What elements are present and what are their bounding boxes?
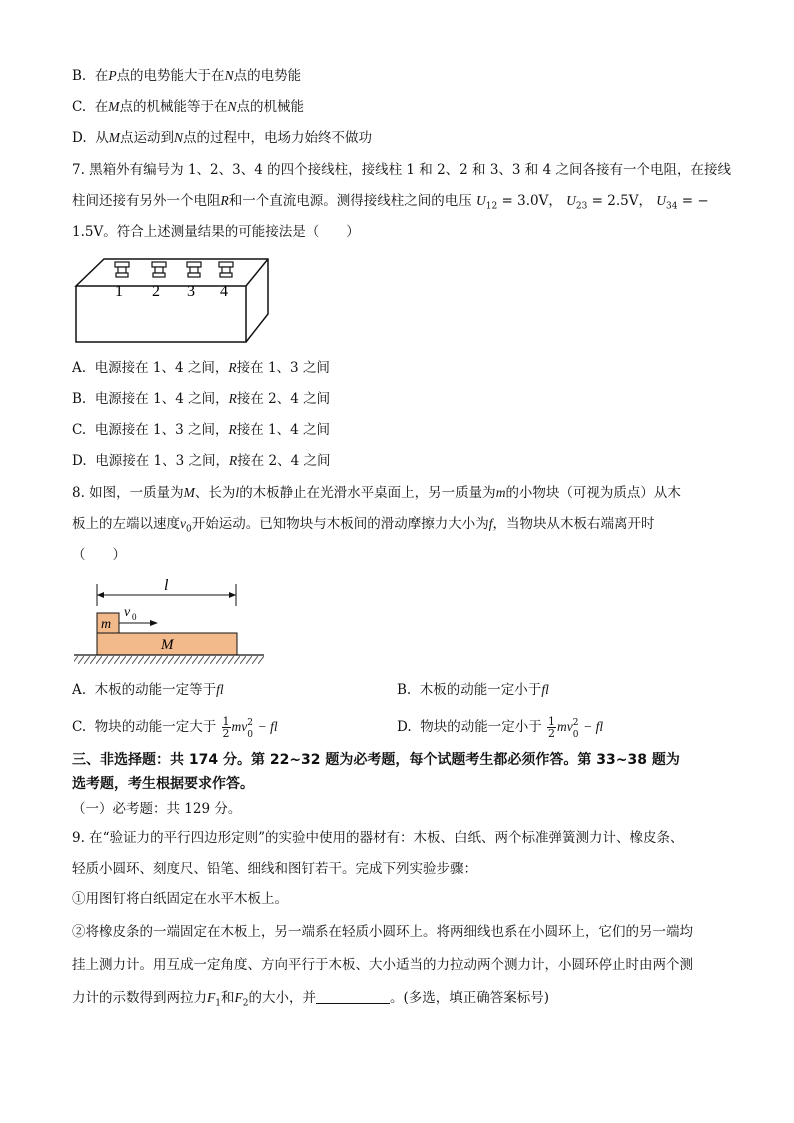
q9-step2-line2: 挂上测力计。用互成一定角度、方向平行于木板、大小适当的力拉动两个测力计，小圆环停止时由两个测	[72, 957, 693, 973]
table-surface-hatch	[74, 656, 264, 664]
q7-option-b: B. 电源接在 1、4 之间，R接在 2、4 之间	[72, 391, 331, 407]
q9-stem-line1: 9. 在“验证力的平行四边形定则”的实验中使用的器材有：木板、白纸、两个标准弹簧测力计、橡皮条、	[72, 830, 684, 846]
q6-option-c: C. 在M点的机械能等于在N点的机械能	[72, 99, 304, 115]
q8-option-d: D. 物块的动能一定小于 $\frac{1}{2}$ mv 2 0 − fl	[397, 715, 604, 740]
q7-stem-line1: 7. 黑箱外有编号为 1、2、3、4 的四个接线柱，接线柱 1 和 2、2 和 3、3 和 4 之间各接有一个电阻，在接线	[72, 162, 731, 178]
answer-blank[interactable]	[316, 989, 390, 1004]
q6-option-b: B. 在P点的电势能大于在N点的电势能	[72, 68, 302, 84]
board-block-figure	[72, 576, 272, 666]
section3-heading-line2: 选考题，考生根据要求作答。	[72, 776, 254, 792]
q9-step2-line3: 力计的示数得到两拉力$F_1$和$F_2$的大小，并 。(多选，填正确答案标号)	[72, 990, 550, 1009]
block-label: m	[101, 617, 112, 632]
velocity-subscript: 0	[132, 612, 137, 622]
terminal-label-3: 3	[187, 283, 195, 300]
board-label: M	[161, 637, 174, 653]
q7-stem-line2: 柱间还接有另外一个电阻R和一个直流电源。测得接线柱之间的电压 $U_{12} = 3.0V$， $U_{23} = 2.5V$， $U_{34}$ = −	[72, 193, 709, 212]
q8-stem-line3: （ ）	[72, 547, 126, 563]
q7-stem-line3: 1.5V。符合上述测量结果的可能接法是（ ）	[72, 224, 360, 240]
q6-option-d: D. 从M点运动到N点的过程中，电场力始终不做功	[72, 130, 372, 146]
section3-required-note: （一）必考题：共 129 分。	[72, 801, 242, 817]
q8-option-b: B. 木板的动能一定小于fl	[397, 682, 549, 698]
q7-option-c: C. 电源接在 1、3 之间，R接在 1、4 之间	[72, 422, 331, 438]
velocity-label: v	[124, 605, 131, 620]
q8-option-c: C. 物块的动能一定大于 $\frac{1}{2}$ mv 2 0 − fl	[72, 715, 278, 740]
terminal-label-4: 4	[220, 283, 228, 300]
q7-option-a: A. 电源接在 1、4 之间，R接在 1、3 之间	[72, 360, 330, 376]
q7-option-d: D. 电源接在 1、3 之间，R接在 2、4 之间	[72, 453, 331, 469]
black-box-figure	[74, 256, 274, 346]
terminal-label-1: 1	[115, 283, 123, 300]
q8-stem-line2: 板上的左端以速度$v_0$开始运动。已知物块与木板间的滑动摩擦力大小为f，当物块从木板右端离开时	[72, 516, 655, 535]
length-label: l	[164, 577, 169, 594]
q8-stem-line1: 8. 如图，一质量为M、长为l的木板静止在光滑水平桌面上，另一质量为m的小物块（可视为质点）从木	[72, 485, 681, 501]
terminal-posts	[115, 262, 233, 277]
section3-heading-line1: 三、非选择题：共 174 分。第 22~32 题为必考题，每个试题考生都必须作答。第 33~38 题为	[72, 752, 680, 768]
q9-stem-line2: 轻质小圆环、刻度尺、铅笔、细线和图钉若干。完成下列实验步骤：	[72, 861, 477, 877]
terminal-label-2: 2	[152, 283, 160, 300]
q9-step1: ①用图钉将白纸固定在水平木板上。	[72, 891, 288, 907]
q9-step2-line1: ②将橡皮条的一端固定在木板上，另一端系在轻质小圆环上。将两细线也系在小圆环上，它们的另一端均	[72, 924, 693, 940]
q8-option-a: A. 木板的动能一定等于fl	[72, 682, 224, 698]
